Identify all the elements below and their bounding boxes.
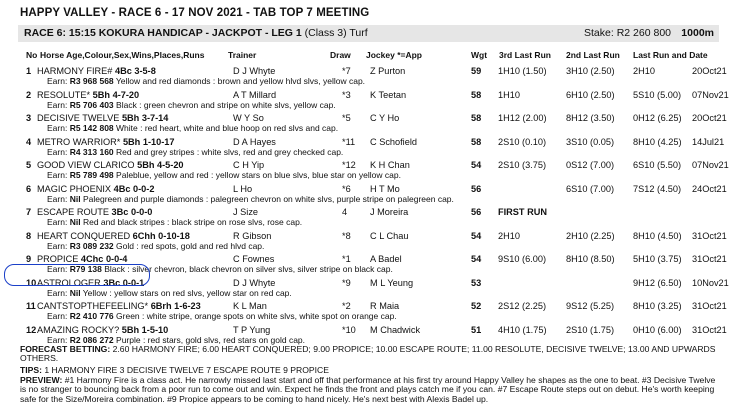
horse-details: 6Chh 0-10-18 bbox=[132, 231, 190, 241]
runner-row bbox=[0, 231, 736, 241]
horse-name: GOOD VIEW CLARICO bbox=[37, 160, 135, 170]
runner-jockey: Z Purton bbox=[370, 66, 406, 76]
runner-horse bbox=[37, 184, 154, 194]
runner-draw: *9 bbox=[342, 278, 351, 288]
preview-label: PREVIEW: bbox=[20, 375, 63, 385]
horse-name: AMAZING ROCKY? bbox=[37, 325, 120, 335]
runner-last-run-date: 31Oct21 bbox=[692, 254, 727, 264]
runner-trainer: L Ho bbox=[233, 184, 253, 194]
runner-number: 6 bbox=[26, 184, 32, 194]
earn-label: Earn: bbox=[47, 241, 68, 251]
runner-earnings-silks bbox=[47, 289, 292, 298]
earn-label: Earn: bbox=[47, 311, 68, 321]
runner-2nd-last-run: 6H10 (2.50) bbox=[566, 90, 615, 100]
horse-name: PROPICE bbox=[37, 254, 79, 264]
runner-last-run-date: 20Oct21 bbox=[692, 113, 727, 123]
horse-details: 3Bc 0-0-0 bbox=[111, 207, 153, 217]
runner-trainer: A T Millard bbox=[233, 90, 277, 100]
runner-trainer: T P Yung bbox=[233, 325, 271, 335]
runner-number: 1 bbox=[26, 66, 32, 76]
runner-2nd-last-run: 2H10 (2.25) bbox=[566, 231, 615, 241]
runner-earnings-silks bbox=[47, 101, 336, 110]
runner-weight: 58 bbox=[471, 137, 482, 147]
race-class: (Class 3) Turf bbox=[304, 27, 368, 39]
runner-number: 12 bbox=[26, 325, 37, 335]
runner-jockey: K Teetan bbox=[370, 90, 407, 100]
runner-3rd-last-run: 2H10 bbox=[498, 231, 520, 241]
tips-label: TIPS: bbox=[20, 365, 42, 375]
horse-name: ASTROLOGER bbox=[37, 278, 101, 288]
runner-earnings: Nil bbox=[69, 288, 81, 298]
runner-row bbox=[0, 160, 736, 170]
race-distance: 1000m bbox=[681, 27, 714, 39]
earn-label: Earn: bbox=[47, 123, 68, 133]
col-header-last1: Last Run and Date bbox=[633, 50, 708, 60]
runner-3rd-last-run: 4H10 (1.75) bbox=[498, 325, 547, 335]
runner-row bbox=[0, 113, 736, 123]
runner-draw: *10 bbox=[342, 325, 356, 335]
runner-silks: Yellow and red diamonds : brown and yellow hlvd slvs, yellow cap. bbox=[115, 76, 366, 86]
runner-3rd-last-run: 1H12 (2.00) bbox=[498, 113, 547, 123]
runner-earnings: R3 968 568 bbox=[69, 76, 114, 86]
tips-text: 1 HARMONY FIRE 3 DECISIVE TWELVE 7 ESCAPE ROUTE 9 PROPICE bbox=[44, 365, 329, 375]
runner-last-run: 6S10 (5.50) bbox=[633, 160, 682, 170]
runner-earnings: R5 142 808 bbox=[69, 123, 114, 133]
runner-last-run-date: 31Oct21 bbox=[692, 231, 727, 241]
runner-weight: 58 bbox=[471, 113, 482, 123]
runner-horse bbox=[37, 325, 168, 335]
runner-2nd-last-run: 0S12 (7.00) bbox=[566, 160, 615, 170]
horse-details: 4Chc 0-0-4 bbox=[80, 254, 128, 264]
horse-name: METRO WARRIOR* bbox=[37, 137, 121, 147]
runner-last-run: 5S10 (5.00) bbox=[633, 90, 682, 100]
earn-label: Earn: bbox=[47, 288, 68, 298]
runner-silks: Black : silver chevron, black chevron on silver slvs, silver stripe on black cap. bbox=[104, 264, 393, 274]
horse-name: MAGIC PHOENIX bbox=[37, 184, 112, 194]
runner-earnings-silks bbox=[47, 312, 397, 321]
runner-number: 3 bbox=[26, 113, 32, 123]
runner-jockey: J Moreira bbox=[370, 207, 409, 217]
runner-number: 9 bbox=[26, 254, 32, 264]
runner-silks: Purple : red stars, gold slvs, red stars on gold cap. bbox=[116, 335, 306, 345]
earn-label: Earn: bbox=[47, 194, 68, 204]
runner-earnings-silks bbox=[47, 218, 302, 227]
horse-name: CANTSTOPTHEFEELING* bbox=[37, 301, 149, 311]
runner-number: 8 bbox=[26, 231, 32, 241]
runner-last-run-date: 10Nov21 bbox=[692, 278, 729, 288]
col-header-draw: Draw bbox=[330, 50, 351, 60]
horse-details: 3Bc 0-0-1 bbox=[103, 278, 145, 288]
runner-draw: *3 bbox=[342, 90, 351, 100]
runner-last-run: 0H10 (6.00) bbox=[633, 325, 682, 335]
runner-last-run: 5H10 (3.75) bbox=[633, 254, 682, 264]
col-header-last3: 3rd Last Run bbox=[499, 50, 551, 60]
horse-details: 4Bc 3-5-8 bbox=[114, 66, 156, 76]
runner-earnings: R5 706 403 bbox=[69, 100, 114, 110]
runner-earnings: Nil bbox=[69, 217, 81, 227]
runner-draw: *1 bbox=[342, 254, 351, 264]
runner-horse bbox=[37, 207, 152, 217]
runner-last-run-date: 07Nov21 bbox=[692, 90, 729, 100]
runner-horse bbox=[37, 160, 184, 170]
runner-weight: 54 bbox=[471, 254, 482, 264]
runner-3rd-last-run: 2S12 (2.25) bbox=[498, 301, 547, 311]
preview-text: #1 Harmony Fire is a class act. He narrowly missed last start and off that performance at his first try around Happy Valley he shapes as the one to beat. #3 Decisive Twelve is no stranger to bouncing back from a poor run to come out and win. Expect he finds the front and plays catch me if you can. #7 Escape Route steps out on debut. He's worth keeping safe for the Size/Moreira combination. #9 Propice appears to be coming to hand nicely. He's next best with Alexis Badel up. bbox=[20, 375, 716, 404]
runner-2nd-last-run: 2S10 (1.75) bbox=[566, 325, 615, 335]
runner-trainer: W Y So bbox=[233, 113, 264, 123]
runner-earnings-silks bbox=[47, 242, 264, 251]
runner-horse bbox=[37, 66, 156, 76]
horse-name: HARMONY FIRE# bbox=[37, 66, 113, 76]
runner-last-run-date: 20Oct21 bbox=[692, 66, 727, 76]
col-header-jockey: Jockey *=App bbox=[366, 50, 422, 60]
horse-details: 5Bh 1-5-10 bbox=[121, 325, 169, 335]
col-header-horse: Horse Age,Colour,Sex,Wins,Places,Runs bbox=[40, 50, 205, 60]
runner-2nd-last-run: 9S12 (5.25) bbox=[566, 301, 615, 311]
earn-label: Earn: bbox=[47, 100, 68, 110]
race-stake: Stake: R2 260 800 bbox=[584, 27, 671, 39]
earn-label: Earn: bbox=[47, 170, 68, 180]
horse-details: 4Bc 0-0-2 bbox=[113, 184, 155, 194]
runner-earnings-silks bbox=[47, 124, 338, 133]
runner-horse bbox=[37, 113, 168, 123]
runner-weight: 58 bbox=[471, 90, 482, 100]
hand-drawn-circle-annotation bbox=[4, 264, 150, 286]
tips bbox=[20, 366, 720, 375]
col-header-trainer: Trainer bbox=[228, 50, 257, 60]
horse-name: HEART CONQUERED bbox=[37, 231, 131, 241]
runner-silks: Green : white stripe, orange spots on white slvs, white spot on orange cap. bbox=[116, 311, 397, 321]
runner-earnings-silks bbox=[47, 148, 343, 157]
runner-trainer: C H Yip bbox=[233, 160, 265, 170]
runner-3rd-last-run: FIRST RUN bbox=[498, 207, 547, 217]
runner-earnings: R4 313 160 bbox=[69, 147, 114, 157]
runner-row bbox=[0, 90, 736, 100]
runner-silks: White : red heart, white and blue hoop on red slvs and cap. bbox=[116, 123, 339, 133]
runner-3rd-last-run: 9S10 (6.00) bbox=[498, 254, 547, 264]
runner-row bbox=[0, 66, 736, 76]
runner-earnings: R2 086 272 bbox=[69, 335, 114, 345]
runner-last-run: 8H10 (3.25) bbox=[633, 301, 682, 311]
earn-label: Earn: bbox=[47, 335, 68, 345]
runner-draw: *2 bbox=[342, 301, 351, 311]
runner-earnings-silks bbox=[47, 77, 365, 86]
runner-jockey: K H Chan bbox=[370, 160, 410, 170]
runner-number: 5 bbox=[26, 160, 32, 170]
runner-jockey: H T Mo bbox=[370, 184, 400, 194]
horse-name: DECISIVE TWELVE bbox=[37, 113, 120, 123]
runner-2nd-last-run: 8H12 (3.50) bbox=[566, 113, 615, 123]
runner-draw: *5 bbox=[342, 113, 351, 123]
runner-row bbox=[0, 207, 736, 217]
runner-row bbox=[0, 325, 736, 335]
runner-3rd-last-run: 2S10 (0.10) bbox=[498, 137, 547, 147]
col-header-wgt: Wgt bbox=[471, 50, 488, 60]
col-header-no: No bbox=[26, 50, 38, 60]
horse-details: 6Brh 1-6-23 bbox=[150, 301, 201, 311]
runner-number: 10 bbox=[26, 278, 37, 288]
runner-2nd-last-run: 3S10 (0.05) bbox=[566, 137, 615, 147]
horse-details: 5Bh 4-5-20 bbox=[137, 160, 184, 170]
runner-horse bbox=[37, 90, 139, 100]
forecast-label: FORECAST BETTING: bbox=[20, 344, 111, 354]
runner-row bbox=[0, 254, 736, 264]
runner-silks: Palegreen and purple diamonds : palegreen chevron on white slvs, purple stripe on palegreen cap. bbox=[82, 194, 454, 204]
runner-last-run-date: 31Oct21 bbox=[692, 301, 727, 311]
runner-row bbox=[0, 137, 736, 147]
runner-number: 2 bbox=[26, 90, 32, 100]
runner-jockey: C Y Ho bbox=[370, 113, 400, 123]
race-title bbox=[24, 25, 368, 42]
runner-trainer: D J Whyte bbox=[233, 66, 276, 76]
runner-trainer: D J Whyte bbox=[233, 278, 276, 288]
runner-last-run: 0H12 (6.25) bbox=[633, 113, 682, 123]
runner-jockey: C L Chau bbox=[370, 231, 409, 241]
earn-label: Earn: bbox=[47, 264, 68, 274]
race-header-bar bbox=[18, 25, 719, 42]
preview bbox=[20, 376, 720, 404]
runner-weight: 56 bbox=[471, 184, 482, 194]
runner-trainer: K L Man bbox=[233, 301, 267, 311]
runner-horse bbox=[37, 137, 175, 147]
col-header-last2: 2nd Last Run bbox=[566, 50, 620, 60]
runner-silks: Red and black stripes : black stripe on rose slvs, rose cap. bbox=[82, 217, 303, 227]
runner-last-run: 7S12 (4.50) bbox=[633, 184, 682, 194]
forecast-text: 2.60 HARMONY FIRE; 6.00 HEART CONQUERED; 9.00 PROPICE; 10.00 ESCAPE ROUTE; 11.00 RESOLUTE, DECISIVE TWELVE; 13.00 AND UPWARDS OTHERS. bbox=[20, 344, 716, 364]
runner-2nd-last-run: 8H10 (8.50) bbox=[566, 254, 615, 264]
runner-last-run-date: 31Oct21 bbox=[692, 325, 727, 335]
runner-number: 4 bbox=[26, 137, 32, 147]
runner-weight: 51 bbox=[471, 325, 482, 335]
runner-number: 7 bbox=[26, 207, 32, 217]
runner-earnings: R5 789 498 bbox=[69, 170, 114, 180]
runner-earnings-silks bbox=[47, 171, 401, 180]
meeting-title: HAPPY VALLEY - RACE 6 - 17 NOV 2021 - TAB TOP 7 MEETING bbox=[20, 7, 370, 19]
runner-3rd-last-run: 2S10 (3.75) bbox=[498, 160, 547, 170]
race-name: RACE 6: 15:15 KOKURA HANDICAP - JACKPOT - LEG 1 bbox=[24, 27, 302, 39]
runner-draw: *6 bbox=[342, 184, 351, 194]
runner-silks: Paleblue, yellow and red : yellow stars on blue slvs, blue star on yellow cap. bbox=[116, 170, 401, 180]
runner-weight: 54 bbox=[471, 231, 482, 241]
runner-weight: 54 bbox=[471, 160, 482, 170]
runner-row bbox=[0, 301, 736, 311]
runner-3rd-last-run: 1H10 (1.50) bbox=[498, 66, 547, 76]
runner-silks: Red and grey stripes : white slvs, red and grey checked cap. bbox=[116, 147, 344, 157]
runner-silks: Gold : red spots, gold and red hlvd cap. bbox=[116, 241, 265, 251]
runner-last-run: 8H10 (4.25) bbox=[633, 137, 682, 147]
runner-jockey: A Badel bbox=[370, 254, 402, 264]
runner-trainer: R Gibson bbox=[233, 231, 272, 241]
runner-draw: *12 bbox=[342, 160, 356, 170]
runner-weight: 56 bbox=[471, 207, 482, 217]
earn-label: Earn: bbox=[47, 76, 68, 86]
runner-draw: *11 bbox=[342, 137, 356, 147]
runner-last-run: 8H10 (4.50) bbox=[633, 231, 682, 241]
forecast-betting bbox=[20, 345, 720, 364]
horse-name: ESCAPE ROUTE bbox=[37, 207, 109, 217]
runner-earnings: R2 410 776 bbox=[69, 311, 114, 321]
runner-draw: *8 bbox=[342, 231, 351, 241]
runner-weight: 52 bbox=[471, 301, 482, 311]
runner-last-run: 9H12 (6.50) bbox=[633, 278, 682, 288]
runner-horse bbox=[37, 301, 201, 311]
runner-horse bbox=[37, 231, 190, 241]
horse-name: RESOLUTE* bbox=[37, 90, 91, 100]
runner-2nd-last-run: 3H10 (2.50) bbox=[566, 66, 615, 76]
runner-silks: Black : green chevron and stripe on white slvs, yellow cap. bbox=[116, 100, 336, 110]
earn-label: Earn: bbox=[47, 217, 68, 227]
runner-trainer: D A Hayes bbox=[233, 137, 276, 147]
runner-jockey: C Schofield bbox=[370, 137, 417, 147]
runner-weight: 59 bbox=[471, 66, 482, 76]
runner-draw: 4 bbox=[342, 207, 348, 217]
runner-number: 11 bbox=[26, 301, 36, 311]
runner-draw: *7 bbox=[342, 66, 351, 76]
horse-details: 5Bh 1-10-17 bbox=[122, 137, 175, 147]
runner-jockey: M L Yeung bbox=[370, 278, 414, 288]
runner-earnings-silks bbox=[47, 195, 454, 204]
runner-last-run-date: 14Jul21 bbox=[692, 137, 725, 147]
runner-jockey: M Chadwick bbox=[370, 325, 421, 335]
runner-trainer: C Fownes bbox=[233, 254, 275, 264]
runner-earnings: Nil bbox=[69, 194, 81, 204]
runner-trainer: J Size bbox=[233, 207, 259, 217]
runner-horse bbox=[37, 254, 127, 264]
horse-details: 5Bh 4-7-20 bbox=[92, 90, 140, 100]
runner-silks: Yellow : yellow stars on red slvs, yellow star on red cap. bbox=[82, 288, 292, 298]
runner-weight: 53 bbox=[471, 278, 482, 288]
runner-last-run: 2H10 bbox=[633, 66, 655, 76]
runner-2nd-last-run: 6S10 (7.00) bbox=[566, 184, 615, 194]
runner-jockey: R Maia bbox=[370, 301, 400, 311]
horse-details: 5Bh 3-7-14 bbox=[121, 113, 169, 123]
runner-earnings: R3 089 232 bbox=[69, 241, 114, 251]
runner-last-run-date: 07Nov21 bbox=[692, 160, 729, 170]
runner-row bbox=[0, 184, 736, 194]
earn-label: Earn: bbox=[47, 147, 68, 157]
runner-last-run-date: 24Oct21 bbox=[692, 184, 727, 194]
runner-3rd-last-run: 1H10 bbox=[498, 90, 520, 100]
runner-earnings: R79 138 bbox=[69, 264, 102, 274]
